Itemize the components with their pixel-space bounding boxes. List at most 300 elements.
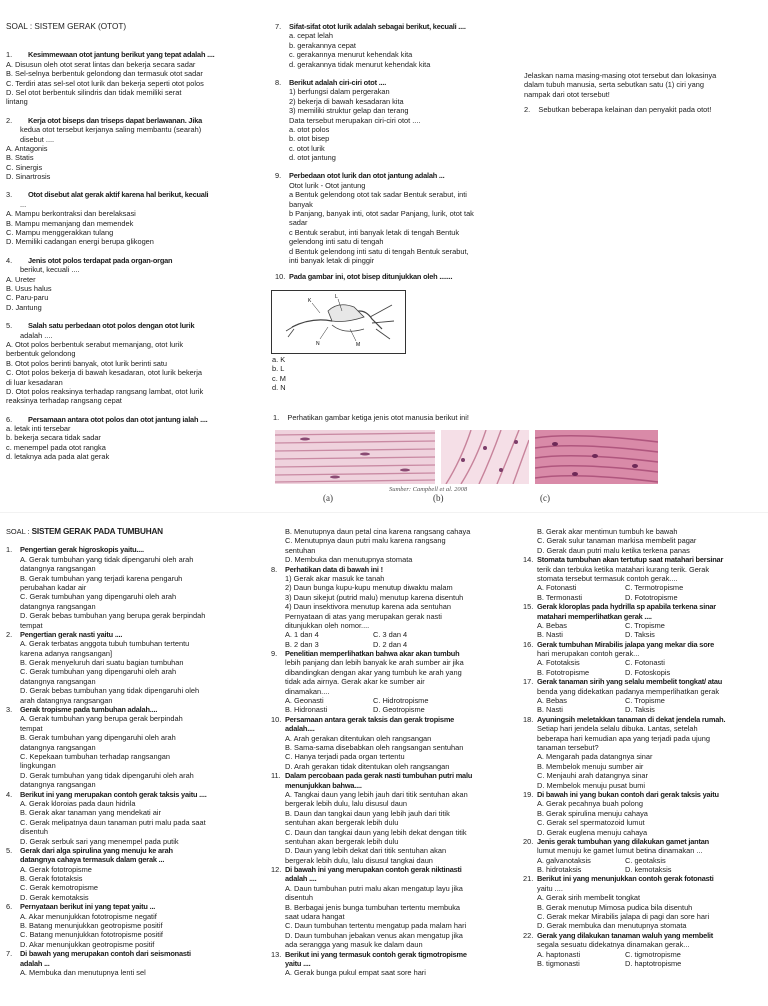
answer-option: di luar kesadaran (6, 377, 63, 387)
answer-option: C. Gerak sel spermatozoid lumut (537, 818, 645, 828)
answer-option: D. Membelok menuju pusat bumi (537, 780, 646, 790)
answer-option-row (271, 630, 521, 639)
question-stem: 5. Gerak dari alga spirulina yang menuju ke arah (6, 845, 173, 855)
question-stem: 8. Berikut adalah ciri-ciri otot .... (275, 77, 387, 87)
answer-option: sadar (289, 218, 308, 228)
question-1 (6, 50, 261, 106)
answer-option: C. Terdiri atas sel-sel otot lurik dan bekerja seperti otot polos (6, 78, 204, 88)
answer-option: B. Berbagai jenis bunga tumbuhan tertentu membuka (285, 902, 461, 912)
answer-option: inti banyak letak di pinggir (289, 255, 375, 265)
answer-option: C. Menutupnya daun putri malu karena rangsang (285, 536, 446, 546)
question-stem: 7. Di bawah yang merupakan contoh dari seismonasti (6, 949, 191, 959)
bottom-column-2 (271, 527, 521, 1005)
question-stem: 8. Perhatikan data di bawah ini ! (271, 564, 383, 574)
question-stem: 16. Gerak tumbuhan Mirabilis jalapa yang mekar dia sore (523, 639, 715, 649)
answer-option: D. Sel otot berbentuk silindris dan tidak memiliki serat (6, 87, 182, 97)
question-stem-cont: matahari memperlihatkan gerak .... (537, 611, 652, 621)
label-m: M (356, 342, 361, 348)
question-stem: 1. Kesimmewaan otot jantung berikut yang tepat adalah .... (6, 50, 215, 60)
answer-option: sentuhan (285, 545, 316, 555)
answer-option: B. Sama-sama disebabkan oleh rangsangan sentuhan (285, 742, 464, 752)
cardiac-muscle-image (535, 430, 658, 484)
bottom-column-3 (523, 527, 765, 1005)
question-stem: 9. Penelitian memperlihatkan bahwa akar akan tumbuh (271, 649, 460, 659)
answer-option: A. Gerak tumbuhan yang tidak dipengaruhi oleh arah (20, 554, 194, 564)
question-21 (523, 874, 765, 930)
question-3 (6, 705, 258, 790)
answer-option: B. Menutupnya daun petal cina karena rangsang cahaya (285, 527, 471, 536)
answer-option-row (523, 696, 765, 705)
answer-option: bergerak lebih dulu, lalu disusul tangkai daun (285, 855, 433, 865)
question-stem: 6. Pernyataan berikut ini yang tepat yaitu ... (6, 902, 156, 912)
answer-option: d. otot jantung (289, 153, 336, 163)
answer-option: tanaman tersebut? (537, 742, 599, 752)
question-stem-cont: adalah .... (20, 330, 53, 340)
answer-option: C. Hidrotropisme (373, 696, 429, 706)
answer-option: A. Gerak tumbuhan yang berupa gerak berpindah (20, 714, 183, 724)
question-stem-cont: adalah ... (20, 958, 50, 968)
answer-option: datangnya rangsangan (20, 780, 96, 790)
answer-option: 2) Daun bunga kupu-kupu menutup diwaktu malam (285, 583, 453, 593)
answer-option: D. 2 dan 4 (373, 639, 408, 649)
question-stem: 11. Dalam percobaan pada gerak nasti tumbuhan putri malu (271, 771, 473, 781)
answer-option: terik dan terbuka ketika matahari kurang terik. Gerak (537, 564, 710, 574)
answer-option: D. Gerak tumbuhan yang tidak dipengaruhi oleh arah (20, 770, 194, 780)
question-stem-cont: datangnya cahaya termasuk dalam gerak ... (20, 855, 165, 865)
answer-option: A. Fototaksis (537, 658, 580, 668)
answer-option: A. Gerak bunga pukul empat saat sore hari (285, 968, 426, 978)
answer-option: a Bentuk gelendong otot tak sadar Bentuk serabut, inti (289, 190, 467, 200)
answer-option: D. Geotropisme (373, 705, 425, 715)
question-10 (271, 715, 521, 771)
answer-option: d. gerakannya tidak menurut kehendak kita (289, 59, 431, 69)
answer-option: A. Gerak pecahnya buah polong (537, 799, 644, 809)
caption-a: (a) (323, 493, 333, 503)
answer-option: A. Geonasti (285, 696, 324, 706)
question-4 (6, 256, 261, 312)
question-22 (523, 931, 765, 969)
answer-option: B. Gerak akar tanaman yang mendekati air (20, 808, 161, 818)
answer-option: D. Taksis (625, 630, 655, 640)
answer-option: C. Gerak mekar Mirabilis jalapa di pagi dan sore hari (537, 912, 710, 922)
answer-option-row (523, 621, 765, 630)
answer-option: C. Sinergis (6, 162, 43, 172)
answer-option: C. 3 dan 4 (373, 630, 408, 640)
answer-option: D. Membuka dan menutupnya stomata (285, 555, 413, 565)
answer-option: B. 2 dan 3 (285, 639, 319, 649)
question-5 (6, 846, 258, 902)
top-title: SOAL : SISTEM GERAK (OTOT) (6, 22, 127, 31)
question-stem-cont: disebut .... (20, 134, 55, 144)
answer-option: D. Akar menunjukkan geotropisme positif (20, 939, 155, 949)
question-9 (275, 171, 515, 265)
answer-option: Setiap hari jendela selalu dibuka. Lantas, setelah (537, 724, 698, 734)
answer-option: C. Gerak melipatnya daun tanaman putri malu pada saat (20, 817, 206, 827)
answer-option: A. Disusun oleh otot serat lintas dan bekerja secara sadar (6, 59, 196, 69)
answer-option: Pernyataan di atas yang merupakan gerak nasti (285, 611, 442, 621)
answer-option: perubahan kadar air (20, 582, 87, 592)
question-stem-cont: adalah .... (285, 874, 317, 884)
answer-option: a. K (272, 355, 286, 364)
question-stem-cont: yaitu .... (285, 958, 311, 968)
answer-option: D. Arah gerakan tidak ditentukan oleh rangsangan (285, 761, 450, 771)
answer-option: B. Usus halus (6, 284, 52, 293)
answer-option: B. Fototropisme (537, 667, 590, 677)
question-stem: 9. Perbedaan otot lurik dan otot jantung adalah ... (275, 171, 445, 181)
question-stem: 15. Gerak kloroplas pada hydrilla sp apabila terkena sinar (523, 602, 716, 612)
answer-option: C. Gerak sulur tanaman markisa membelit pagar (537, 536, 697, 546)
answer-option: b Panjang, banyak inti, otot sadar Panjang, lurik, otot tak (289, 209, 474, 219)
answer-option: lintang (6, 97, 28, 107)
question-stem: 4. Berikut ini yang merupakan contoh gerak taksis yaitu .... (6, 789, 207, 799)
question-stem: 18. Ayuningsih meletakkan tanaman di dekat jendela rumah. (523, 714, 726, 724)
answer-option: tidak ada airnya. Gerak akar ke sumber air (285, 677, 425, 687)
question-stem-cont: berikut, kecuali .... (20, 265, 80, 275)
answer-option: A. Ureter (6, 274, 36, 284)
answer-option: B. Gerak tumbuhan yang dipengaruhi oleh arah (20, 733, 176, 743)
question-16 (523, 640, 765, 678)
answer-option: datangnya rangsangan (20, 742, 96, 752)
question-stem: 20. Jenis gerak tumbuhan yang dilakukan gamet jantan (523, 836, 709, 846)
question-20 (523, 837, 765, 875)
answer-option-row (523, 583, 765, 592)
answer-option: dinamakan.... (285, 686, 330, 696)
answer-option-row (523, 593, 765, 602)
answer-option: B. Mampu memanjang dan memendek (6, 218, 134, 228)
top-right-column (524, 71, 764, 141)
question-stem: 19. Di bawah ini yang bukan contoh dari gerak taksis yaitu (523, 789, 719, 799)
answer-option: D. Otot polos reaksinya terhadap rangsang lambat, otot lurik (6, 386, 204, 396)
answer-option: 3) memiliki struktur gelap dan terang (289, 106, 409, 116)
answer-option: reaksinya terhadap rangsang cepat (6, 396, 122, 406)
page-divider (0, 512, 768, 513)
question-12 (271, 865, 521, 950)
skeletal-muscle-image (441, 430, 529, 484)
answer-option: A. 1 dan 4 (285, 630, 319, 640)
q10-options (272, 355, 332, 399)
answer-option: disentuh (20, 827, 48, 837)
answer-option: D. Daun tumbuhan jebakan venus akan mengatup jika (285, 930, 463, 940)
answer-option: B. Nasti (537, 705, 563, 715)
answer-option: b. bekerja secara tidak sadar (6, 433, 101, 443)
question-stem: 21. Berikut ini yang menunjukkan contoh gerak fotonasti (523, 874, 714, 884)
answer-option: 3) Daun sikejut (putrid malu) menutup karena disentuh (285, 592, 464, 602)
answer-option: C. Otot polos bekerja di bawah kesadaran, otot lurik bekerja (6, 368, 202, 378)
answer-option: datangnya rangsangan (20, 564, 96, 574)
answer-option: A. Bebas (537, 620, 567, 630)
answer-option: B. Otot polos berinti banyak, otot lurik berinti satu (6, 358, 168, 368)
question-5 (6, 321, 261, 406)
question-6 (6, 415, 261, 462)
answer-option: lebih panjang dan lebih banyak ke arah sumber air jika (285, 658, 464, 668)
answer-option: B. Daun dan tangkai daun yang lebih jauh dari titik (285, 808, 450, 818)
answer-option: B. Membelok menuju sumber air (537, 761, 644, 771)
answer-option: C. Tropisme (625, 620, 665, 630)
answer-option: 2) bekerja di bawah kesadaran kita (289, 96, 404, 106)
answer-option: ada serangga yang masuk ke dalam daun (285, 940, 423, 950)
answer-option: D. Gerak daun putri malu ketika terkena panas (537, 545, 690, 555)
essay-question-2: 2. Sebutkan beberapa kelainan dan penyakit pada otot! (524, 105, 712, 115)
answer-option: B. Gerak akar mentimun tumbuh ke bawah (537, 527, 678, 536)
answer-option: A. Membuka dan menutupnya lenti sel (20, 967, 146, 977)
answer-option: B. Gerak tumbuhan yang terjadi karena pengaruh (20, 573, 183, 583)
answer-option: B. Gerak menyeluruh dari suatu bagian tumbuhan (20, 658, 184, 668)
answer-option: A. Antagonis (6, 143, 48, 153)
answer-option-row (523, 668, 765, 677)
answer-option: D. Fotoskopis (625, 667, 671, 677)
answer-option: D. Gerak bebas tumbuhan yang tidak dipengaruhi oleh (20, 686, 200, 696)
answer-option: b. L (272, 364, 285, 374)
question-7 (6, 949, 258, 977)
bottom-title: SOAL : SISTEM GERAK PADA TUMBUHAN (6, 527, 163, 536)
question-stem: 13. Berikut ini yang termasuk contoh gerak tigmotropisme (271, 949, 467, 959)
answer-option: D. Jantung (6, 302, 42, 312)
answer-option: D. Sinartrosis (6, 172, 51, 182)
label-k: K (308, 298, 312, 304)
answer-option: tempat (20, 723, 43, 733)
question-continued (271, 527, 521, 565)
answer-option: C. tigmotropisme (625, 949, 681, 959)
question-stem: 7. Sifat-sifat otot lurik adalah sebagai berikut, kecuali .... (275, 22, 466, 31)
answer-option: D. kemotaksis (625, 865, 672, 875)
question-stem: 3. Gerak tropisme pada tumbuhan adalah.... (6, 705, 158, 715)
question-stem: 3. Otot disebut alat gerak aktif karena hal berikut, kecuali (6, 190, 209, 200)
answer-option: A. Mengarah pada datangnya sinar (537, 752, 653, 762)
answer-option: D. Taksis (625, 705, 655, 715)
answer-option: disentuh (285, 893, 313, 903)
answer-option: lumut menuju ke gamet lumut betina dinamakan ... (537, 846, 703, 856)
answer-option: A. haptonasti (537, 949, 581, 959)
label-l: L (335, 294, 338, 300)
caption-c: (c) (540, 493, 550, 503)
answer-option: C. Tropisme (625, 696, 665, 706)
answer-option: dibandingkan dengan akar yang tumbuh ke arah yang (285, 667, 462, 677)
top-middle-column (275, 22, 515, 292)
question-continued (523, 527, 765, 555)
answer-option: d. N (272, 383, 286, 393)
question-10: 10. Pada gambar ini, otot bisep ditunjukkan oleh ....... (275, 272, 453, 282)
answer-option: 1) Gerak akar masuk ke tanah (285, 573, 385, 583)
essay-intro-line-2: dalam tubuh manusia, serta sebutkan satu (1) ciri yang (524, 80, 704, 90)
answer-option: C. Kepekaan tumbuhan terhadap rangsangan (20, 752, 170, 761)
label-n: N (316, 341, 320, 347)
essay-intro-line-3: nampak dari otot tersebut! (524, 89, 610, 99)
essay-question-1: 1. Perhatikan gambar ketiga jenis otot manusia berikut ini! (273, 413, 469, 422)
answer-option: C. Daun dan tangkai daun yang lebih dekat dengan titik (285, 827, 467, 837)
question-4 (6, 790, 258, 846)
bottom-column-1 (6, 527, 258, 1005)
question-17 (523, 677, 765, 715)
answer-option: berbentuk gelondong (6, 349, 76, 359)
answer-option: C. Batang menunjukkan fototropisme positif (20, 930, 163, 940)
answer-option-row (523, 959, 765, 968)
answer-option: A. Mampu berkontraksi dan berelaksasi (6, 209, 136, 219)
answer-option: B. hidrotaksis (537, 865, 582, 875)
answer-option: B. Gerak spirulina menuju cahaya (537, 808, 648, 818)
answer-option: A. Otot polos berbentuk serabut memanjang, otot lurik (6, 339, 184, 349)
question-stem: 14. Stomata tumbuhan akan tertutup saat matahari bersinar (523, 555, 724, 565)
answer-option: d Bentuk gelendong inti satu di tengah Bentuk serabut, (289, 246, 469, 256)
question-15 (523, 602, 765, 640)
answer-option: C. Menjauhi arah datangnya sinar (537, 771, 648, 781)
answer-option: C. Termotropisme (625, 583, 684, 593)
smooth-muscle-image (275, 430, 435, 484)
answer-option: c Bentuk serabut, inti banyak letak di tengah Bentuk (289, 227, 460, 237)
answer-option: hari merupakan contoh gerak... (537, 649, 640, 659)
answer-option: lingkungan (20, 761, 56, 771)
answer-option: 4) Daun insektivora menutup karena ada sentuhan (285, 602, 451, 612)
answer-option: B. Hidronasti (285, 705, 328, 715)
answer-option: 1) berfungsi dalam pergerakan (289, 87, 390, 97)
answer-option: tempat (20, 620, 43, 630)
question-18 (523, 715, 765, 790)
answer-option: benda yang didekatkan padanya memperlihatkan gerak (537, 686, 720, 696)
answer-option: A. Bebas (537, 696, 567, 706)
answer-option: C. Daun tumbuhan tertentu mengatup pada malam hari (285, 921, 467, 931)
question-stem-cont: ... (20, 199, 27, 209)
question-8 (275, 78, 515, 163)
answer-option: sentuhan akan bergerak lebih dulu (285, 818, 399, 828)
answer-option: saat udara hangat (285, 912, 345, 922)
answer-option: B. Sel-selnya berbentuk gelondong dan termasuk otot sadar (6, 69, 203, 79)
answer-option: A. galvanotaksis (537, 855, 591, 865)
question-stem: 17. Gerak tanaman sirih yang selalu membelit tongkat/ atau (523, 677, 723, 687)
answer-option: c. menempel pada otot rangka (6, 442, 106, 452)
question-13 (271, 950, 521, 978)
answer-option-row (523, 658, 765, 667)
answer-option: B. tigmonasti (537, 958, 580, 968)
question-stem: 12. Di bawah ini yang merupakan contoh gerak niktinasti (271, 865, 462, 875)
question-2 (6, 630, 258, 705)
essay-intro-line-1: Jelaskan nama masing-masing otot tersebut dan lokasinya (524, 71, 717, 80)
answer-option: datangnya rangsangan (20, 676, 96, 686)
answer-option: A. Arah gerakan ditentukan oleh rangsangan (285, 733, 432, 743)
answer-option: Data tersebut merupakan ciri-ciri otot .... (289, 115, 421, 125)
answer-option: b. otot bisep (289, 134, 330, 144)
answer-option: A. Daun tumbuhan putri malu akan mengatup layu jika (285, 883, 463, 893)
answer-option: beberapa hari kemudian apa yang terjadi pada ujung (537, 733, 710, 743)
answer-option-row (523, 856, 765, 865)
answer-option: B. Gerak fototaksis (20, 874, 83, 884)
answer-option: Otot lurik - Otot jantung (289, 180, 366, 190)
answer-option: D. Gerak bebas tumbuhan yang berupa gerak berpindah (20, 611, 206, 621)
caption-b: (b) (433, 493, 444, 503)
answer-option: D. haptotropisme (625, 958, 682, 968)
question-11 (271, 771, 521, 865)
answer-option: C. Gerak tumbuhan yang dipengaruhi oleh arah (20, 592, 177, 602)
question-2 (6, 116, 261, 182)
answer-option: datangnya rangsangan (20, 601, 96, 611)
answer-option: A. Tangkai daun yang lebih jauh dari titik sentuhan akan (285, 789, 468, 799)
answer-option: c. M (272, 373, 286, 383)
answer-option: C. geotaksis (625, 855, 666, 865)
question-stem: 22. Gerak yang dilakukan tanaman waluh yang membelit (523, 930, 714, 940)
answer-option: D. Gerak serbuk sari yang menempel pada putik (20, 836, 179, 846)
answer-option: a. cepat lelah (289, 31, 333, 41)
answer-option: D. Fototropisme (625, 592, 678, 602)
question-stem: 4. Jenis otot polos terdapat pada organ-organ (6, 255, 173, 265)
answer-option: A. Gerak kloroias pada daun hidrila (20, 798, 136, 808)
muscle-arm-figure (271, 290, 406, 354)
answer-option-row (271, 640, 521, 649)
answer-option: bergerak lebih dulu, lalu disusul daun (285, 799, 408, 809)
question-9 (271, 649, 521, 715)
answer-option: sentuhan akan bergerak lebih dulu (285, 836, 399, 846)
arm-muscle-illustration (272, 291, 405, 353)
answer-option: C. Hanya terjadi pada organ tertentu (285, 752, 405, 762)
answer-option: A. Gerak fototropisme (20, 864, 92, 874)
answer-option: B. Termonasti (537, 592, 583, 602)
question-stem: 2. Kerja otot biseps dan triseps dapat berlawanan. Jika (6, 115, 203, 125)
question-stem-cont: adalah.... (285, 724, 315, 734)
answer-option: C. Gerak tumbuhan yang dipengaruhi oleh arah (20, 667, 177, 677)
answer-option: A. Gerak sirih membelit tongkat (537, 893, 641, 903)
answer-option: D. Gerak kemotaksis (20, 892, 89, 902)
answer-option: A. Fotonasti (537, 583, 577, 593)
question-stem: 5. Salah satu perbedaan otot polos dengan otot lurik (6, 321, 195, 331)
question-7 (275, 22, 515, 69)
question-1 (6, 545, 258, 630)
answer-option: c. otot lurik (289, 143, 325, 153)
question-3 (6, 190, 261, 246)
answer-option: segala sesuatu didekatnya dinamakan gerak... (537, 940, 690, 950)
answer-option: B. Batang menunjukkan geotropisme positif (20, 921, 163, 931)
answer-option: C. Gerak kemotropisme (20, 883, 99, 893)
answer-option-row (271, 705, 521, 714)
answer-option: D. Gerak membuka dan menutupnya stomata (537, 921, 687, 931)
answer-option: karena adanya rangsangan] (20, 648, 113, 658)
answer-option: B. Gerak menutup Mimosa pudica bila disentuh (537, 902, 693, 912)
question-19 (523, 790, 765, 837)
answer-option-row (523, 630, 765, 639)
answer-option: a. otot polos (289, 124, 330, 134)
answer-option: stomata tersebut termasuk contoh gerak.... (537, 573, 678, 583)
answer-option-row (523, 705, 765, 714)
question-8 (271, 565, 521, 650)
answer-option: banyak (289, 199, 313, 209)
answer-option: A. Akar menunjukkan fototropisme negatif (20, 911, 157, 921)
answer-option: D. Memiliki cadangan energi berupa glikogen (6, 237, 154, 247)
top-left-column (6, 22, 261, 492)
question-6 (6, 902, 258, 949)
question-stem: 2. Pengertian gerak nasti yaitu .... (6, 629, 123, 639)
question-stem: 1. Pengertian gerak higroskopis yaitu.... (6, 545, 144, 555)
figure-source: Sumber: Campbell et al. 2008 (389, 486, 468, 493)
answer-option: gelendong inti satu di tengah (289, 237, 384, 247)
answer-option: A. Gerak terbatas anggota tubuh tumbuhan tertentu (20, 639, 190, 649)
question-14 (523, 555, 765, 602)
answer-option: b. gerakannya cepat (289, 40, 356, 50)
answer-option-row (523, 950, 765, 959)
question-stem-cont: menunjukkan bahwa.... (285, 780, 362, 790)
answer-option: d. letaknya ada pada alat gerak (6, 452, 110, 462)
answer-option: B. Nasti (537, 630, 563, 640)
answer-option: a. letak inti tersebar (6, 424, 71, 434)
answer-option: yaitu .... (537, 883, 563, 893)
answer-option: C. Fotonasti (625, 658, 665, 668)
answer-option: C. Mampu menggerakkan tulang (6, 228, 114, 238)
answer-option: c. gerakannya menurut kehendak kita (289, 50, 413, 60)
answer-option-row (523, 865, 765, 874)
answer-option: arah datangnya rangsangan (20, 695, 113, 705)
answer-option: D. Gerak euglena menuju cahaya (537, 827, 648, 837)
question-stem-cont: kedua otot tersebut kerjanya saling membantu (searah) (20, 125, 202, 135)
question-stem: 6. Persamaan antara otot polos dan otot jantung ialah .... (6, 414, 208, 424)
question-stem: 10. Persamaan antara gerak taksis dan gerak tropisme (271, 714, 455, 724)
answer-option: ditunjukkan oleh nomor.... (285, 620, 370, 630)
answer-option: B. Statis (6, 153, 34, 163)
answer-option: C. Paru-paru (6, 293, 49, 303)
